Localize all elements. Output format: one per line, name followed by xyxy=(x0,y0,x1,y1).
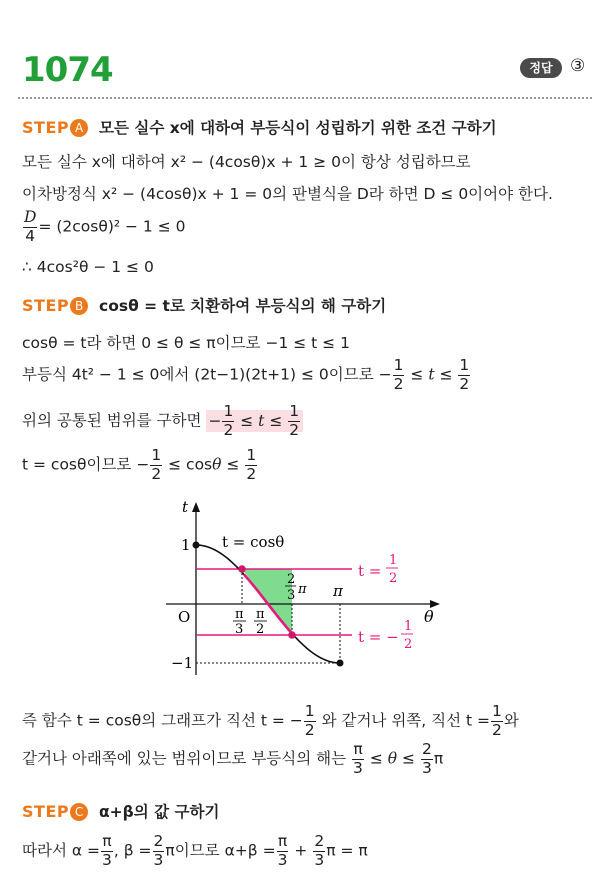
step-a-line-1: 모든 실수 x에 대하여 x² − (4cosθ)x + 1 ≥ 0이 항상 성립하므로 xyxy=(22,153,471,171)
final-line-mid2: π이므로 α+β = xyxy=(165,841,276,860)
pi-label: π xyxy=(333,582,343,600)
step-a-line-2: 이차방정식 x² − (4cosθ)x + 1 = 0의 판별식을 D라 하면 D ≤ 0이어야 한다. xyxy=(22,185,553,203)
twopi3-den: 3 xyxy=(287,588,296,603)
point-2pi3 xyxy=(288,631,296,639)
step-a-title: 모든 실수 x에 대하여 부등식이 성립하기 위한 조건 구하기 xyxy=(99,119,497,137)
y-one-label: 1 xyxy=(181,536,191,554)
step-a-badge: A xyxy=(70,119,88,137)
t-axis-arrow xyxy=(192,502,200,512)
step-a-line-3: $\frac{D}{4}$ = (2cosθ)² − 1 ≤ 0 xyxy=(24,208,186,245)
step-b-line-2-text: 부등식 4t² − 1 ≤ 0에서 (2t−1)(2t+1) ≤ 0이므로 − xyxy=(22,365,392,384)
y-minus-one-label: −1 xyxy=(171,654,194,672)
conclusion-line-2-text: 같거나 아래쪽에 있는 범위이므로 부등식의 해는 xyxy=(22,749,347,768)
line-upper-den: 2 xyxy=(389,571,398,586)
point-end xyxy=(337,660,344,667)
conclusion-line-1-end: 와 xyxy=(503,711,519,730)
answer-badge: 정답 xyxy=(520,58,562,78)
line-upper-num: 1 xyxy=(389,553,398,568)
final-line-text: 따라서 α = xyxy=(22,841,100,860)
step-b-line-3-text: 위의 공통된 범위를 구하면 xyxy=(22,411,202,430)
step-b-line-1: cosθ = t라 하면 0 ≤ θ ≤ π이므로 −1 ≤ t ≤ 1 xyxy=(22,334,350,352)
t-axis-label: t xyxy=(182,498,189,516)
step-a-label: STEP xyxy=(22,118,70,137)
step-b-badge: B xyxy=(70,297,88,315)
pi2-den: 2 xyxy=(256,622,265,637)
step-a-line-3-rhs: = (2cosθ)² − 1 ≤ 0 xyxy=(38,217,186,236)
line-lower-den: 2 xyxy=(404,637,413,652)
final-line-end: π = π xyxy=(326,841,368,860)
curve-label: t = cosθ xyxy=(222,533,285,551)
line-upper-label: t = xyxy=(358,562,382,580)
point-start xyxy=(193,542,200,549)
twopi3-pi: π xyxy=(298,582,307,597)
conclusion-line-1-mid: 와 같거나 위쪽, 직선 t = xyxy=(321,711,490,730)
line-lower-label: t = − xyxy=(358,628,399,646)
step-c-badge: C xyxy=(70,803,88,821)
pi3-num: π xyxy=(235,607,244,622)
theta-axis-label: θ xyxy=(424,607,434,626)
problem-number: 1074 xyxy=(22,50,113,90)
conclusion-line-1: 즉 함수 t = cosθ의 그래프가 직선 t = − $\frac{1}{2}$ 와 같거나 위쪽, 직선 t = $\frac{1}{2}$ 와 xyxy=(22,702,519,739)
pi3-den: 3 xyxy=(235,622,244,637)
answer-value: ③ xyxy=(570,56,586,76)
step-c-title: α+β의 값 구하기 xyxy=(99,803,220,821)
step-b-title: cosθ = t로 치환하여 부등식의 해 구하기 xyxy=(99,297,387,315)
line-lower-num: 1 xyxy=(404,619,413,634)
step-c-label: STEP xyxy=(22,802,70,821)
step-b-label: STEP xyxy=(22,296,70,315)
final-line-mid: , β = xyxy=(113,841,152,860)
point-pi3 xyxy=(238,565,246,573)
pi2-num: π xyxy=(256,607,265,622)
twopi3-num: 2 xyxy=(287,572,296,587)
step-c-heading xyxy=(22,800,219,822)
step-a-line-4: ∴ 4cos²θ − 1 ≤ 0 xyxy=(22,258,154,276)
final-line: 따라서 α = $\frac{\pi}{3}$ , β = $\frac{2}{3}$ π이므로 α+β = $\frac{\pi}{3}$ + $\frac{2}{3}$ π = π xyxy=(22,832,368,869)
conclusion-line-2: 같거나 아래쪽에 있는 범위이므로 부등식의 해는 $\frac{\pi}{3}$ ≤ θ ≤ $\frac{2}{3}$ π xyxy=(22,740,444,777)
common-range-highlight: − $\frac{1}{2}$ ≤ t ≤ $\frac{1}{2}$ xyxy=(206,410,303,432)
conclusion-line-1-text: 즉 함수 t = cosθ의 그래프가 직선 t = − xyxy=(22,711,303,730)
origin-label: O xyxy=(178,608,191,626)
step-b-line-4: t = cosθ이므로 − $\frac{1}{2}$ ≤ cosθ ≤ $\frac{1}{2}$ xyxy=(22,446,257,483)
step-b-line-2: 부등식 4t² − 1 ≤ 0에서 (2t−1)(2t+1) ≤ 0이므로 − $\frac{1}{2}$ ≤ t ≤ $\frac{1}{2}$ xyxy=(22,356,470,393)
step-b-line-4-text: t = cosθ이므로 − xyxy=(22,455,150,474)
